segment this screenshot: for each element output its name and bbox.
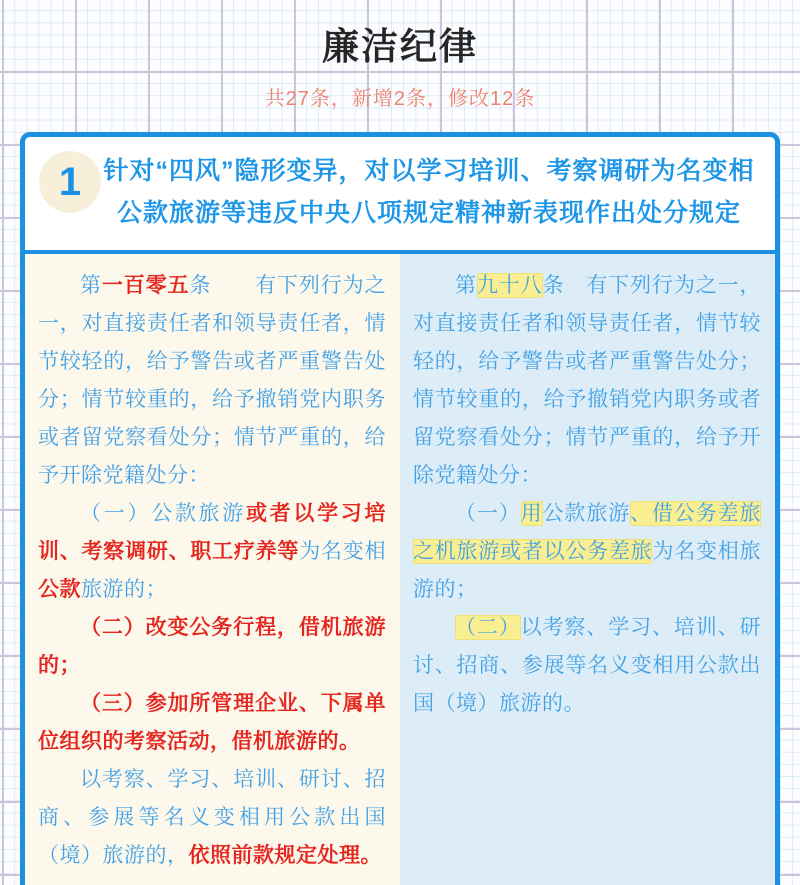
article-paragraph bbox=[38, 267, 386, 495]
text-segment: 以考察、学习、培训、研讨、招商、参展等名义变相用公款出国（境）旅游的， bbox=[38, 768, 386, 867]
text-segment: 第 bbox=[80, 274, 102, 297]
red-emphasis-text: 或者以学习培训、考察调研、职工疗养等 bbox=[38, 502, 387, 563]
highlighted-text: 、借公务差旅之机旅游或者以公务差旅 bbox=[413, 502, 762, 563]
card-heading bbox=[101, 148, 761, 234]
page-subtitle: 共27条，新增2条，修改12条 bbox=[264, 88, 536, 110]
text-segment: 第 bbox=[455, 274, 477, 297]
page-title: 廉洁纪律 bbox=[322, 26, 478, 67]
item-number-badge: 1 bbox=[39, 151, 101, 213]
text-segment: 条 有下列行为之一，对直接责任者和领导责任者，情节较轻的，给予警告或者严重警告处分；情节较重的，给予撤销党内职务或者留党察看处分；情节严重的，给予开除党籍处分： bbox=[38, 274, 387, 487]
text-segment: 为名变相旅游的； bbox=[413, 540, 762, 601]
article-paragraph bbox=[413, 495, 761, 609]
article-paragraph bbox=[38, 495, 386, 609]
red-emphasis-text: 一百零五 bbox=[101, 274, 190, 297]
text-segment: 公款旅游 bbox=[542, 502, 631, 525]
highlighted-text: （二） bbox=[455, 616, 521, 639]
red-emphasis-text: （二）改变公务行程，借机旅游的； bbox=[38, 616, 386, 677]
highlighted-text: 九十八 bbox=[476, 274, 543, 297]
red-emphasis-text: （三）参加所管理企业、下属单位组织的考察活动，借机旅游的。 bbox=[38, 692, 386, 753]
highlighted-text: 用 bbox=[520, 502, 543, 525]
article-paragraph bbox=[413, 609, 761, 723]
card-header bbox=[25, 137, 775, 254]
text-segment: 以考察、学习、培训、研讨、招商、参展等名义变相用公款出国（境）旅游的。 bbox=[413, 616, 762, 715]
card-heading-line-2: 公款旅游等违反中央八项规定精神新表现作出处分规定 bbox=[116, 199, 741, 227]
column-article-98-old bbox=[400, 254, 775, 885]
text-segment: 条 有下列行为之一，对直接责任者和领导责任者，情节较轻的，给予警告或者严重警告处分；情节较重的，给予撤销党内职务或者留党察看处分；情节严重的，给予开除党籍处分： bbox=[413, 274, 762, 487]
article-paragraph bbox=[38, 685, 386, 761]
red-emphasis-text: 公款 bbox=[38, 578, 81, 601]
card-heading-line-1: 针对“四风”隐形变异，对以学习培训、考察调研为名变相 bbox=[103, 157, 755, 185]
regulation-card bbox=[20, 132, 780, 885]
comparison-columns bbox=[25, 254, 775, 885]
article-paragraph bbox=[413, 267, 761, 495]
column-article-105-new bbox=[25, 254, 400, 885]
text-segment: 旅游的； bbox=[81, 578, 167, 601]
text-segment: 为名变相 bbox=[299, 540, 387, 563]
text-segment: （一） bbox=[455, 502, 521, 525]
text-segment: （一）公款旅游 bbox=[80, 502, 246, 525]
red-emphasis-text: 依照前款规定处理。 bbox=[188, 844, 382, 867]
article-paragraph bbox=[38, 609, 386, 685]
article-paragraph bbox=[38, 761, 386, 875]
